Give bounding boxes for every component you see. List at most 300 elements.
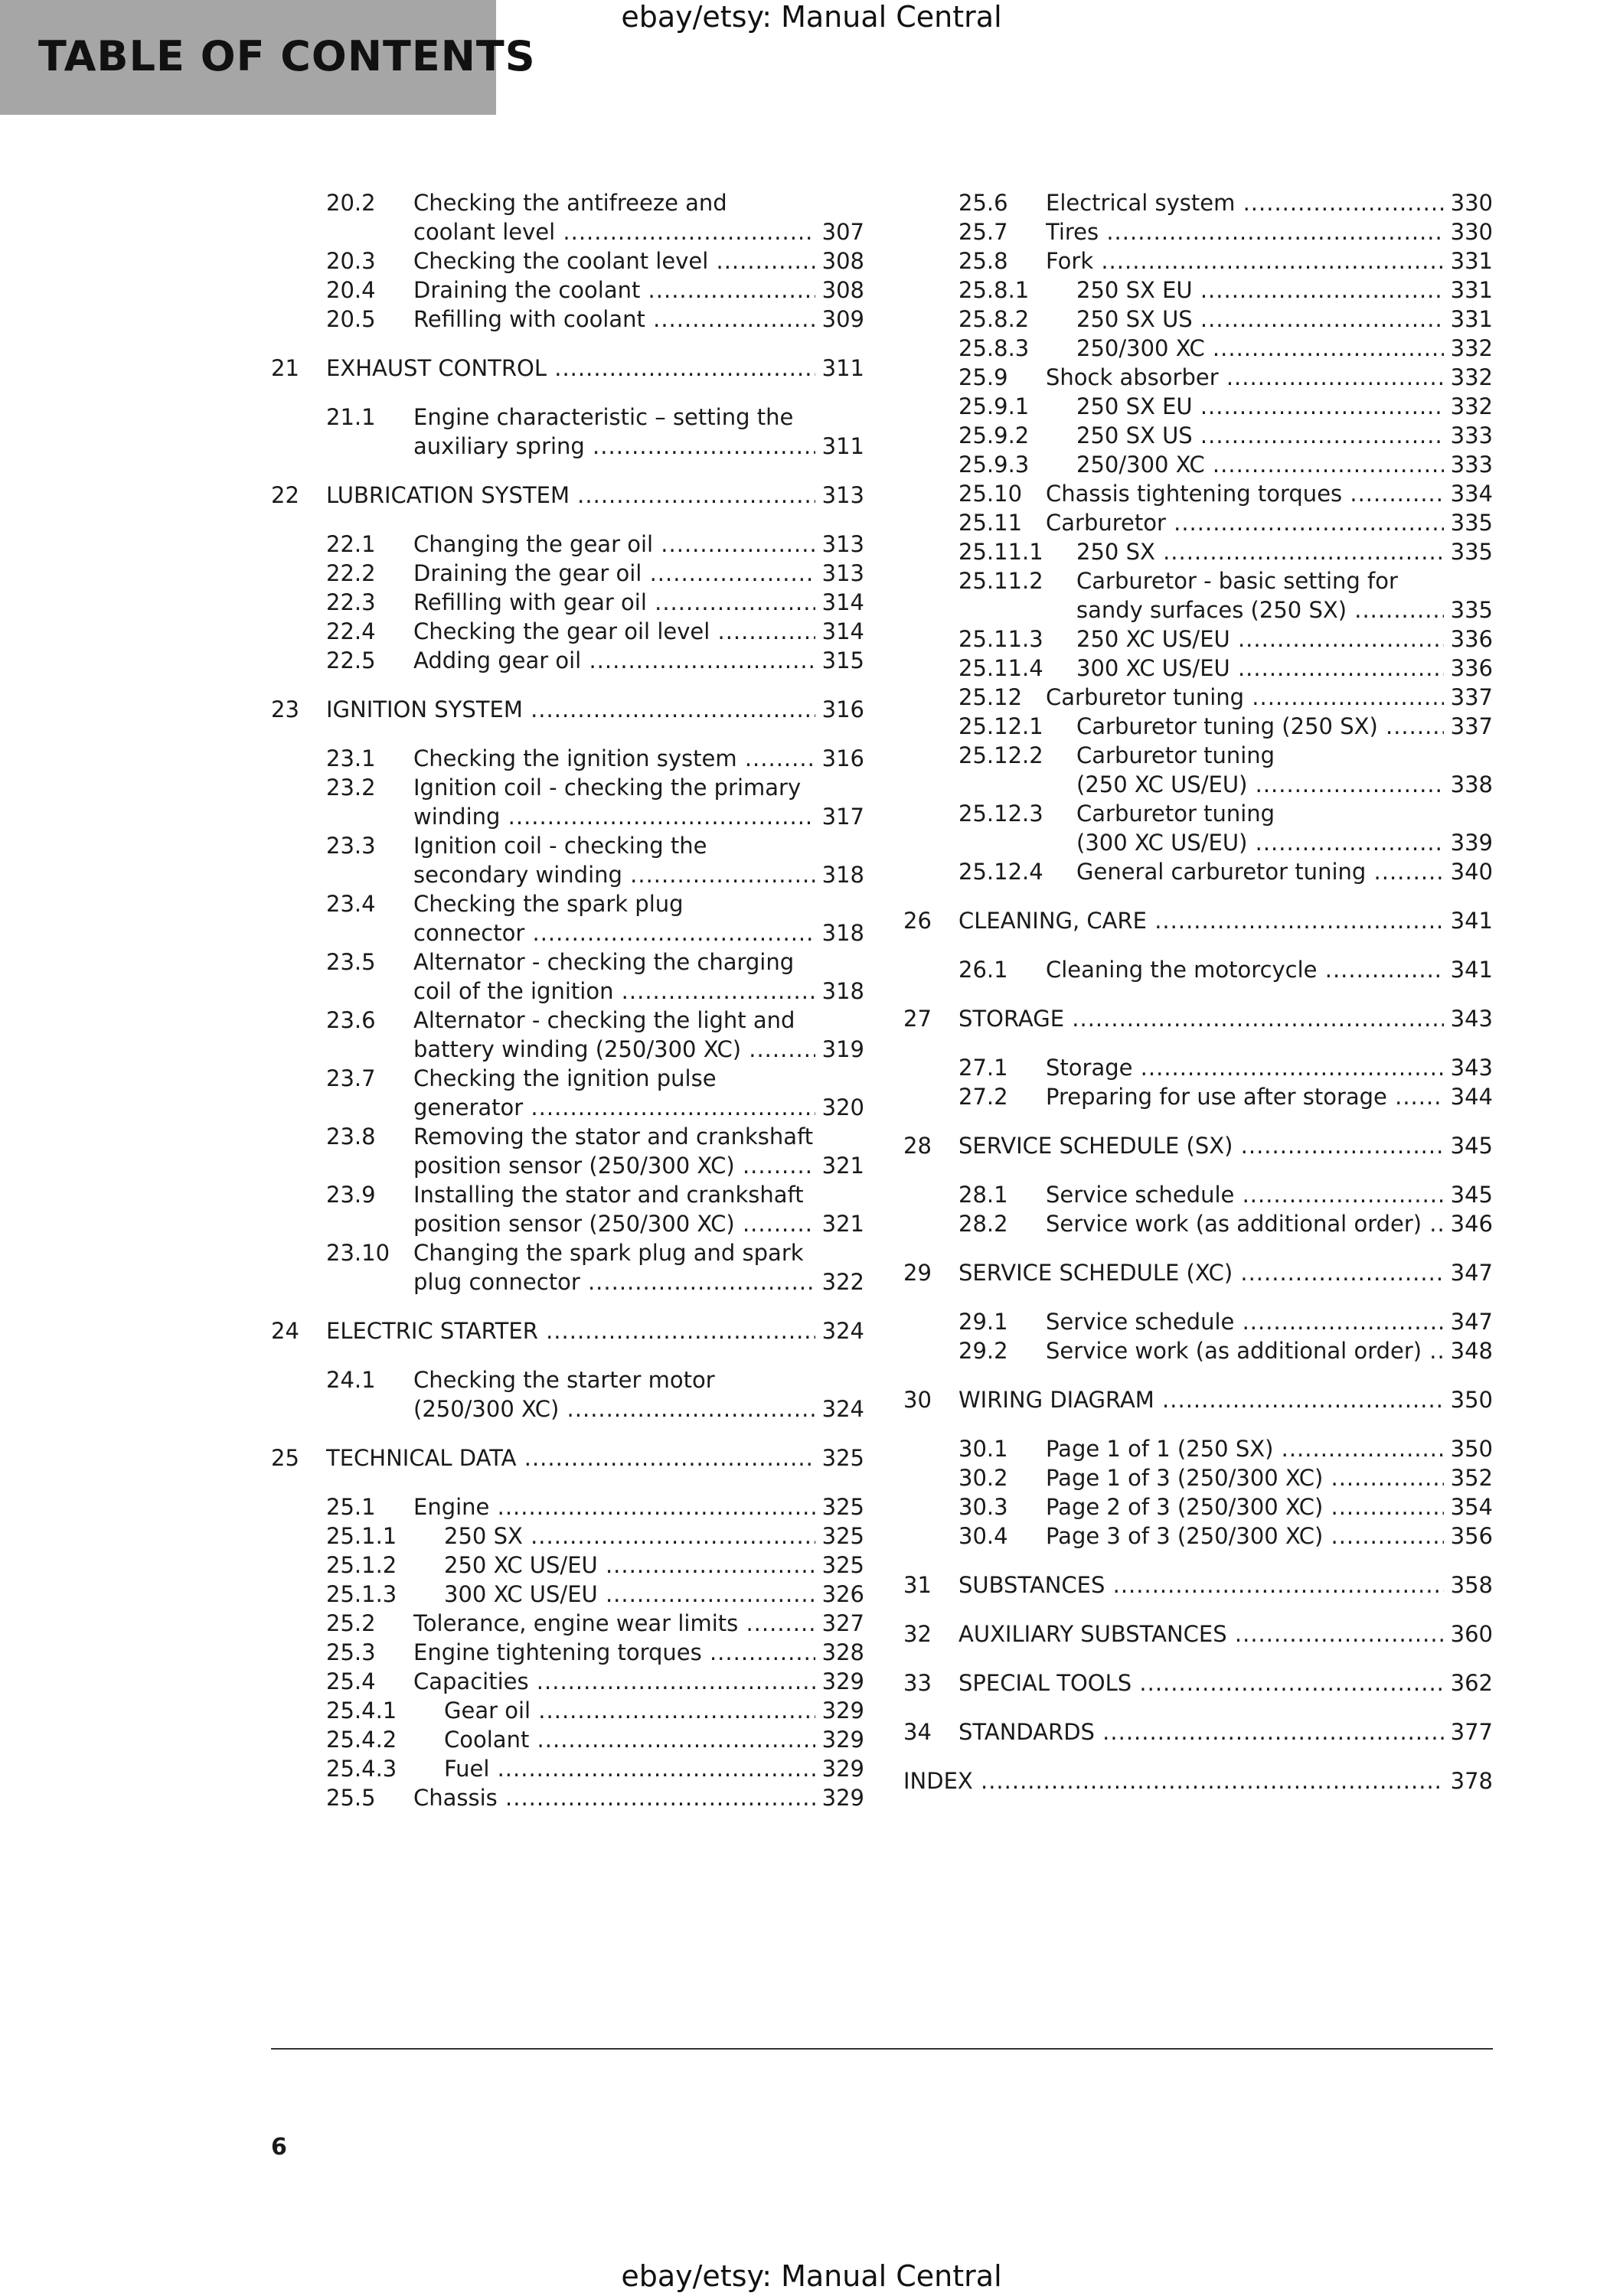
toc-page-number: 358: [1444, 1570, 1493, 1600]
toc-entry-number: 25.12.2: [958, 742, 1043, 768]
toc-left-column: [271, 188, 864, 1812]
toc-page-number: 331: [1444, 305, 1493, 334]
toc-entry-title: Tires: [1046, 219, 1099, 245]
dot-leader: [580, 1269, 815, 1295]
toc-entry-title: Chassis: [413, 1785, 498, 1811]
dot-leader: [524, 920, 815, 946]
toc-page-number: 354: [1444, 1492, 1493, 1521]
toc-page-number: 329: [815, 1667, 864, 1696]
toc-entry-number: 23.7: [326, 1065, 376, 1091]
toc-entry[interactable]: [903, 246, 1493, 276]
toc-entry-title: SUBSTANCES: [958, 1572, 1105, 1598]
toc-entry[interactable]: [271, 744, 864, 773]
dot-leader: [523, 1523, 815, 1549]
dot-leader: [598, 1552, 815, 1578]
toc-entry-title: Preparing for use after storage: [1046, 1084, 1387, 1110]
toc-entry-title: AUXILIARY SUBSTANCES: [958, 1621, 1227, 1647]
toc-entry[interactable]: [903, 188, 1493, 217]
toc-entry-title: Alternator - checking the charging: [413, 949, 795, 975]
dot-leader: [1273, 1436, 1444, 1462]
toc-entry[interactable]: [903, 508, 1493, 537]
toc-entry[interactable]: [903, 363, 1493, 392]
toc-entry-title: 250/300 XC: [1076, 335, 1205, 361]
dot-leader: [1095, 1719, 1444, 1745]
toc-page-number: 350: [1444, 1385, 1493, 1414]
toc-entry-number: 26: [903, 908, 932, 934]
dot-leader: [570, 482, 815, 508]
toc-chapter-entry[interactable]: [903, 1004, 1493, 1033]
toc-entry[interactable]: [271, 1492, 864, 1521]
dot-leader: [523, 696, 815, 722]
dot-leader: [585, 433, 815, 459]
toc-entry-title: TECHNICAL DATA: [326, 1445, 517, 1471]
toc-page-number: 377: [1444, 1717, 1493, 1746]
toc-entry[interactable]: [271, 1521, 864, 1551]
toc-entry-title: Ignition coil - checking the: [413, 833, 707, 859]
toc-entry-number: 23.9: [326, 1182, 376, 1208]
toc-page-number: 313: [815, 530, 864, 559]
toc-entry-title: 250/300 XC: [1076, 452, 1205, 478]
dot-leader: [702, 1639, 815, 1665]
toc-entry[interactable]: [271, 1006, 864, 1064]
toc-entry-number: 25.9.3: [958, 452, 1030, 478]
toc-entry[interactable]: [903, 1463, 1493, 1492]
toc-page-number: 324: [815, 1316, 864, 1345]
dot-leader: [1105, 1572, 1444, 1598]
toc-entry-number: 25.11.2: [958, 568, 1043, 594]
dot-leader: [1247, 830, 1444, 856]
toc-entry[interactable]: [271, 1754, 864, 1783]
toc-entry-number: 22.3: [326, 589, 376, 615]
toc-page-number: 343: [1444, 1004, 1493, 1033]
toc-entry-number: 28.1: [958, 1182, 1008, 1208]
dot-leader: [1318, 957, 1444, 983]
dot-leader: [1387, 1084, 1444, 1110]
toc-entry[interactable]: [903, 1307, 1493, 1336]
dot-leader: [1193, 277, 1444, 303]
toc-page-number: 336: [1444, 625, 1493, 654]
dot-leader: [741, 1036, 815, 1062]
toc-entry-number: 25.9.1: [958, 393, 1030, 419]
toc-chapter-entry[interactable]: [271, 1443, 864, 1473]
dot-leader: [500, 804, 815, 830]
toc-page-number: 333: [1444, 421, 1493, 450]
dot-leader: [1235, 190, 1444, 216]
toc-entry[interactable]: [903, 1434, 1493, 1463]
toc-entry-number: 22.5: [326, 647, 376, 673]
toc-page-number: 322: [815, 1267, 864, 1296]
toc-entry[interactable]: [271, 1696, 864, 1725]
toc-entry-number: 22.4: [326, 618, 376, 644]
dot-leader: [1233, 1133, 1444, 1159]
toc-page-number: 321: [815, 1151, 864, 1180]
toc-chapter-entry[interactable]: [903, 1668, 1493, 1698]
toc-entry-number: 25.1.3: [326, 1581, 397, 1607]
toc-page-number: 319: [815, 1035, 864, 1064]
dot-leader: [1422, 1338, 1444, 1364]
toc-page-number: 339: [1444, 828, 1493, 857]
dot-leader: [738, 1610, 815, 1636]
toc-entry[interactable]: [903, 625, 1493, 654]
toc-page-number: 325: [815, 1492, 864, 1521]
toc-page-number: 335: [1444, 508, 1493, 537]
toc-entry-number: 25.9.2: [958, 422, 1030, 448]
toc-entry-title: 250 SX US: [1076, 422, 1193, 448]
dot-leader: [710, 618, 815, 644]
toc-page-number: 362: [1444, 1668, 1493, 1698]
toc-entry[interactable]: [271, 1580, 864, 1609]
toc-page-number: 336: [1444, 654, 1493, 683]
toc-entry-title: WIRING DIAGRAM: [958, 1387, 1154, 1413]
toc-entry-title: Electrical system: [1046, 190, 1236, 216]
toc-entry-number: 28.2: [958, 1211, 1008, 1237]
toc-page-number: 329: [815, 1725, 864, 1754]
toc-entry[interactable]: [271, 1238, 864, 1296]
toc-page-number: 321: [815, 1209, 864, 1238]
toc-entry-number: 21: [271, 355, 299, 381]
toc-entry-title: Checking the spark plug: [413, 891, 684, 917]
toc-entry-number: 25.12.3: [958, 801, 1043, 827]
toc-chapter-entry[interactable]: [903, 1717, 1493, 1746]
dot-leader: [1154, 1387, 1444, 1413]
toc-entry-number: 30.2: [958, 1465, 1008, 1491]
toc-chapter-entry[interactable]: [271, 354, 864, 383]
toc-entry-number: 31: [903, 1572, 932, 1598]
toc-entry-title: Service work (as additional order): [1046, 1338, 1422, 1364]
toc-entry-number: 27.2: [958, 1084, 1008, 1110]
toc-page-number: 330: [1444, 217, 1493, 246]
toc-entry-title: SERVICE SCHEDULE (SX): [958, 1133, 1233, 1159]
toc-entry-title: 250 SX EU: [1076, 277, 1193, 303]
toc-entry-number: 28: [903, 1133, 932, 1159]
toc-entry-number: 25.1.1: [326, 1523, 397, 1549]
page-title: TABLE OF CONTENTS: [38, 32, 536, 80]
toc-entry-title: Refilling with gear oil: [413, 589, 647, 615]
toc-entry-title: Checking the starter motor: [413, 1367, 715, 1393]
toc-entry[interactable]: [903, 1053, 1493, 1082]
toc-chapter-entry[interactable]: [903, 1385, 1493, 1414]
dot-leader: [1193, 306, 1444, 332]
toc-page-number: 320: [815, 1093, 864, 1122]
toc-entry-title: Engine characteristic – setting the: [413, 404, 794, 430]
toc-entry-title: Draining the coolant: [413, 277, 641, 303]
toc-entry-number: 23.8: [326, 1124, 376, 1150]
toc-entry-title: Service schedule: [1046, 1309, 1235, 1335]
toc-page-number: 311: [815, 354, 864, 383]
toc-entry-title: Engine tightening torques: [413, 1639, 702, 1665]
toc-entry[interactable]: [271, 588, 864, 617]
toc-entry[interactable]: [271, 276, 864, 305]
toc-entry-title: Checking the ignition pulse: [413, 1065, 717, 1091]
toc-entry-title: IGNITION SYSTEM: [326, 696, 523, 722]
toc-entry-number: 25.9: [958, 364, 1008, 390]
toc-entry-number: 20.3: [326, 248, 376, 274]
watermark-top: ebay/etsy: Manual Central: [621, 0, 1002, 34]
toc-entry[interactable]: [903, 799, 1493, 857]
toc-entry[interactable]: [271, 1551, 864, 1580]
toc-entry-title: Carburetor tuning: [1076, 801, 1275, 827]
toc-entry-number: 22.1: [326, 531, 376, 557]
toc-entry[interactable]: [271, 530, 864, 559]
toc-entry[interactable]: [271, 403, 864, 461]
toc-entry-number: 25.1: [326, 1494, 376, 1520]
toc-entry-title: Alternator - checking the light and: [413, 1007, 795, 1033]
toc-entry-number: 25.12: [958, 684, 1023, 710]
toc-entry-number: 26.1: [958, 957, 1008, 983]
toc-page-number: 356: [1444, 1521, 1493, 1551]
toc-entry-number: 25.12.4: [958, 859, 1043, 885]
toc-page-number: 313: [815, 559, 864, 588]
toc-entry-title: Carburetor - basic setting for: [1076, 568, 1398, 594]
dot-leader: [1323, 1523, 1444, 1549]
toc-chapter-entry[interactable]: [271, 481, 864, 510]
dot-leader: [1064, 1006, 1444, 1032]
toc-entry-title: Draining the gear oil: [413, 560, 642, 586]
toc-entry-number: 25.6: [958, 190, 1008, 216]
toc-entry[interactable]: [903, 654, 1493, 683]
toc-chapter-entry[interactable]: [903, 906, 1493, 935]
toc-entry-title: Refilling with coolant: [413, 306, 645, 332]
toc-page-number: 332: [1444, 363, 1493, 392]
toc-entry[interactable]: [903, 537, 1493, 566]
toc-chapter-entry[interactable]: [903, 1619, 1493, 1649]
toc-entry-title: Engine: [413, 1494, 490, 1520]
toc-entry[interactable]: [903, 1209, 1493, 1238]
toc-entry-number: 23.1: [326, 745, 376, 771]
toc-entry[interactable]: [903, 305, 1493, 334]
toc-entry[interactable]: [903, 334, 1493, 363]
toc-index-entry[interactable]: [903, 1766, 1493, 1795]
dot-leader: [1093, 248, 1444, 274]
toc-entry-title: Checking the ignition system: [413, 745, 737, 771]
toc-entry-title: Changing the gear oil: [413, 531, 654, 557]
toc-entry-title: Page 1 of 3 (250/300 XC): [1046, 1465, 1324, 1491]
toc-page-number: 337: [1444, 683, 1493, 712]
toc-entry[interactable]: [271, 305, 864, 334]
toc-entry-title: (300 XC US/EU): [1076, 830, 1248, 856]
toc-entry[interactable]: [903, 712, 1493, 741]
toc-entry-number: 33: [903, 1670, 932, 1696]
toc-entry-title: Changing the spark plug and spark: [413, 1240, 804, 1266]
toc-entry[interactable]: [271, 831, 864, 889]
toc-entry[interactable]: [271, 188, 864, 246]
toc-entry-title: LUBRICATION SYSTEM: [326, 482, 570, 508]
toc-page-number: 331: [1444, 246, 1493, 276]
toc-entry-title: Carburetor tuning (250 SX): [1076, 713, 1378, 739]
dot-leader: [1193, 393, 1444, 419]
toc-entry-title: Checking the antifreeze and: [413, 190, 727, 216]
toc-entry-title: Chassis tightening torques: [1046, 481, 1343, 507]
toc-page-number: 316: [815, 695, 864, 724]
toc-page-number: 335: [1444, 537, 1493, 566]
toc-entry-number: 24: [271, 1318, 299, 1344]
toc-entry[interactable]: [903, 1180, 1493, 1209]
toc-entry[interactable]: [903, 741, 1493, 799]
toc-page-number: 328: [815, 1638, 864, 1667]
toc-entry-number: 25.11.1: [958, 539, 1043, 565]
toc-entry[interactable]: [271, 1783, 864, 1812]
toc-entry-title: 250 XC US/EU: [1076, 626, 1230, 652]
toc-chapter-entry[interactable]: [903, 1570, 1493, 1600]
toc-page-number: 352: [1444, 1463, 1493, 1492]
toc-entry[interactable]: [271, 1609, 864, 1638]
dot-leader: [517, 1445, 815, 1471]
toc-entry-title: General carburetor tuning: [1076, 859, 1367, 885]
toc-entry[interactable]: [903, 1521, 1493, 1551]
toc-entry[interactable]: [903, 479, 1493, 508]
toc-entry[interactable]: [271, 1365, 864, 1424]
toc-entry-title: Service work (as additional order): [1046, 1211, 1422, 1237]
toc-entry-title: 300 XC US/EU: [1076, 655, 1230, 681]
dot-leader: [653, 531, 815, 557]
toc-page-number: 345: [1444, 1180, 1493, 1209]
toc-entry-title: INDEX: [903, 1768, 973, 1794]
toc-entry[interactable]: [903, 392, 1493, 421]
dot-leader: [1422, 1211, 1444, 1237]
toc-chapter-entry[interactable]: [903, 1258, 1493, 1287]
toc-entry[interactable]: [903, 1082, 1493, 1111]
toc-chapter-entry[interactable]: [271, 695, 864, 724]
toc-entry-title: 300 XC US/EU: [444, 1581, 598, 1607]
toc-entry[interactable]: [271, 773, 864, 831]
toc-page-number: 307: [815, 217, 864, 246]
dot-leader: [498, 1785, 815, 1811]
toc-entry-title: 250 SX: [1076, 539, 1155, 565]
toc-entry-number: 30: [903, 1387, 932, 1413]
toc-page-number: 345: [1444, 1131, 1493, 1160]
dot-leader: [1099, 219, 1444, 245]
toc-entry-number: 25.8.3: [958, 335, 1030, 361]
toc-entry-number: 25.11.4: [958, 655, 1043, 681]
toc-entry[interactable]: [271, 1725, 864, 1754]
toc-page-number: 315: [815, 646, 864, 675]
toc-entry[interactable]: [271, 559, 864, 588]
toc-entry-number: 25.1.2: [326, 1552, 397, 1578]
dot-leader: [559, 1396, 815, 1422]
toc-page-number: 340: [1444, 857, 1493, 886]
dot-leader: [529, 1668, 815, 1694]
toc-page-number: 314: [815, 617, 864, 646]
toc-entry[interactable]: [271, 889, 864, 947]
toc-entry-title: connector: [413, 920, 525, 946]
toc-page-number: 309: [815, 305, 864, 334]
toc-entry-title: Fuel: [444, 1756, 490, 1782]
dot-leader: [1166, 510, 1444, 536]
toc-entry[interactable]: [271, 617, 864, 646]
toc-entry-title: Checking the coolant level: [413, 248, 709, 274]
toc-page-number: 314: [815, 588, 864, 617]
toc-entry-title: Storage: [1046, 1055, 1133, 1081]
toc-entry[interactable]: [271, 1667, 864, 1696]
dot-leader: [529, 1727, 815, 1753]
toc-page-number: 325: [815, 1521, 864, 1551]
dot-leader: [531, 1698, 815, 1724]
dot-leader: [538, 1318, 815, 1344]
dot-leader: [1132, 1055, 1444, 1081]
dot-leader: [1155, 539, 1444, 565]
toc-entry[interactable]: [903, 857, 1493, 886]
toc-chapter-entry[interactable]: [903, 1131, 1493, 1160]
toc-entry-number: 30.4: [958, 1523, 1008, 1549]
toc-entry-title: EXHAUST CONTROL: [326, 355, 547, 381]
toc-entry[interactable]: [903, 955, 1493, 984]
toc-page-number: 326: [815, 1580, 864, 1609]
toc-entry[interactable]: [903, 450, 1493, 479]
toc-entry[interactable]: [903, 1336, 1493, 1365]
toc-entry-title: plug connector: [413, 1269, 580, 1295]
toc-entry[interactable]: [903, 566, 1493, 625]
dot-leader: [1233, 1260, 1444, 1286]
toc-entry[interactable]: [903, 1492, 1493, 1521]
toc-entry-title: auxiliary spring: [413, 433, 585, 459]
toc-entry[interactable]: [271, 1064, 864, 1122]
dot-leader: [642, 560, 815, 586]
dot-leader: [1323, 1494, 1444, 1520]
toc-entry[interactable]: [903, 421, 1493, 450]
toc-entry-title: 250 XC US/EU: [444, 1552, 598, 1578]
toc-entry-title: CLEANING, CARE: [958, 908, 1147, 934]
toc-entry-title: Carburetor tuning: [1076, 742, 1275, 768]
toc-page-number: 325: [815, 1551, 864, 1580]
dot-leader: [1378, 713, 1444, 739]
toc-entry-title: SPECIAL TOOLS: [958, 1670, 1132, 1696]
toc-entry-title: Carburetor: [1046, 510, 1166, 536]
toc-entry-title: 250 SX: [444, 1523, 523, 1549]
toc-entry[interactable]: [271, 646, 864, 675]
dot-leader: [640, 277, 815, 303]
toc-page-number: 378: [1444, 1766, 1493, 1795]
toc-page-number: 348: [1444, 1336, 1493, 1365]
toc-page-number: 318: [815, 918, 864, 947]
toc-entry-number: 29.2: [958, 1338, 1008, 1364]
toc-entry-number: 20.5: [326, 306, 376, 332]
toc-entry[interactable]: [903, 217, 1493, 246]
toc-entry-number: 25.8.2: [958, 306, 1030, 332]
dot-leader: [1205, 335, 1444, 361]
toc-chapter-entry[interactable]: [271, 1316, 864, 1345]
toc-entry[interactable]: [271, 1638, 864, 1667]
toc-entry-title: Adding gear oil: [413, 647, 582, 673]
toc-page-number: 346: [1444, 1209, 1493, 1238]
toc-right-column: [903, 188, 1493, 1815]
toc-entry-title: Page 3 of 3 (250/300 XC): [1046, 1523, 1324, 1549]
toc-page-number: 318: [815, 860, 864, 889]
dot-leader: [1366, 859, 1444, 885]
toc-entry-number: 25.11.3: [958, 626, 1043, 652]
dot-leader: [1342, 481, 1444, 507]
toc-entry-number: 25.7: [958, 219, 1008, 245]
toc-entry-number: 25.4: [326, 1668, 376, 1694]
toc-entry[interactable]: [903, 276, 1493, 305]
toc-entry[interactable]: [271, 1122, 864, 1180]
toc-entry[interactable]: [271, 947, 864, 1006]
toc-entry-number: 34: [903, 1719, 932, 1745]
toc-page-number: 341: [1444, 906, 1493, 935]
toc-page-number: 325: [815, 1443, 864, 1473]
toc-entry[interactable]: [271, 1180, 864, 1238]
toc-entry-number: 20.2: [326, 190, 376, 216]
toc-entry[interactable]: [271, 246, 864, 276]
dot-leader: [1234, 1182, 1444, 1208]
dot-leader: [555, 219, 815, 245]
dot-leader: [735, 1211, 815, 1237]
toc-entry-number: 25.11: [958, 510, 1023, 536]
toc-entry-title: coolant level: [413, 219, 556, 245]
toc-entry-number: 25.3: [326, 1639, 376, 1665]
toc-entry-number: 21.1: [326, 404, 376, 430]
toc-entry-number: 30.1: [958, 1436, 1008, 1462]
toc-entry[interactable]: [903, 683, 1493, 712]
